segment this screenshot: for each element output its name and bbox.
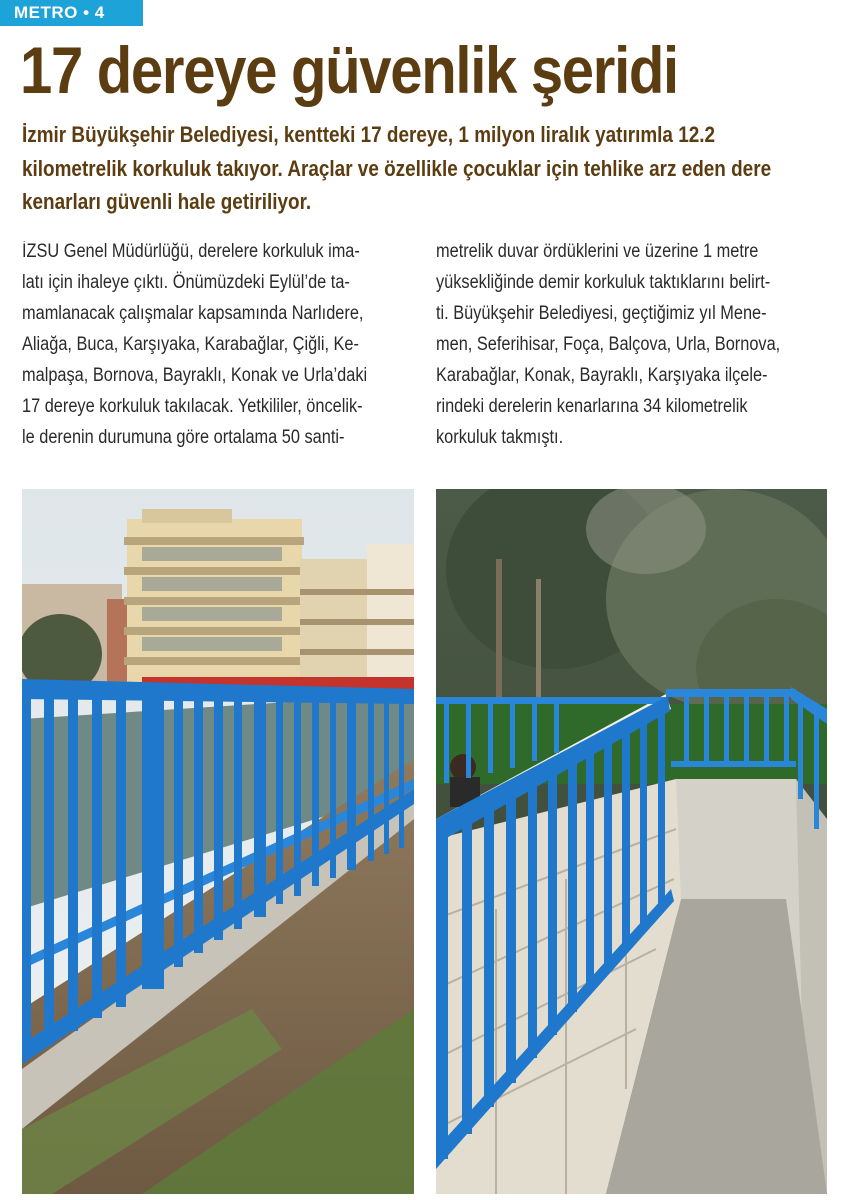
body-column-right: metrelik duvar ördüklerini ve üzerine 1 metre yüksekliğinde demir korkuluk taktıklarını belirt- ti. Büyükşehir Belediyesi, geçtiğimiz yıl Mene- men, Seferihisar, Foça, Balçova, Urla, Bornova, Karabağlar, Konak, Bayraklı, Karşıyaka ilçele- rindeki derelerin kenarlarına 34 kilometrelik korkuluk takmıştı. xyxy=(436,241,781,448)
lead-paragraph: İzmir Büyükşehir Belediyesi, kentteki 17 dereye, 1 milyon liralık yatırımla 12.2 kilometrelik korkuluk takıyor. Araçlar ve özellikle çocuklar için tehlike arz eden dere kenarları güvenli hale getiriliyor. xyxy=(22,122,772,214)
photo-railing-building xyxy=(22,489,414,1194)
headline: 17 dereye güvenlik şeridi xyxy=(20,33,678,107)
section-tag: METRO • 4 xyxy=(0,0,143,26)
photo-railing-channel xyxy=(436,489,827,1194)
body-column-left: İZSU Genel Müdürlüğü, derelere korkuluk ima- latı için ihaleye çıktı. Önümüzdeki Eylül’de ta- mamlanacak çalışmalar kapsamında Narlıdere, Aliağa, Buca, Karşıyaka, Karabağlar, Çiğli, Ke- malpaşa, Bornova, Bayraklı, Konak ve Urla’daki 17 dereye korkuluk takılacak. Yetkililer, öncelik- le derenin durumuna göre ortalama 50 santi- xyxy=(22,241,368,448)
